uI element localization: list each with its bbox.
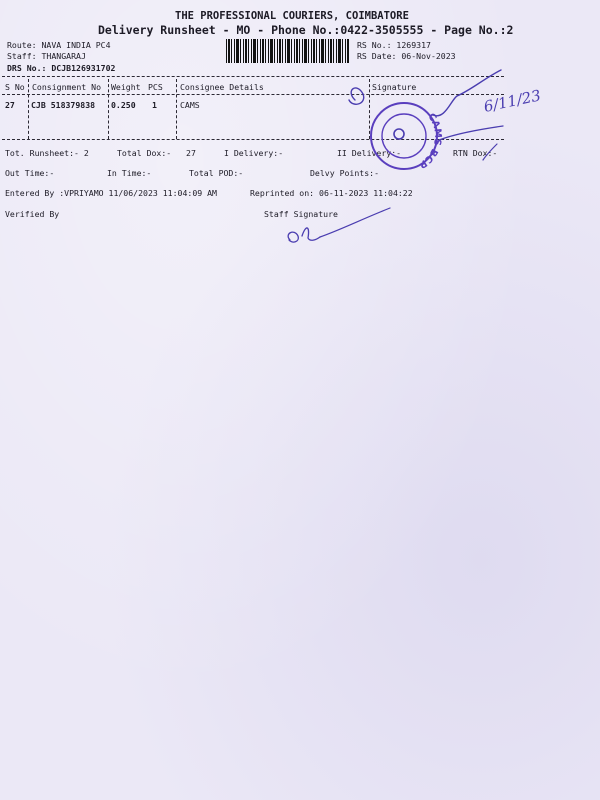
staff-signature-scribble [280,204,395,250]
col-header-sno: S No [5,82,25,92]
barcode [226,39,350,63]
cell-consignee: CAMS [180,100,200,110]
drs-number: DRS No.: DCJB126931702 [7,63,116,73]
i-delivery: I Delivery:- [224,148,284,158]
route-label: Route: NAVA INDIA PC4 [7,40,111,50]
cell-sno: 27 [5,100,15,110]
handwritten-signature [335,60,545,170]
delvy-points: Delvy Points:- [310,168,380,178]
col-header-signature: Signature [372,82,417,92]
cell-consignment: CJB 518379838 [31,100,96,110]
rs-number: RS No.: 1269317 [357,40,431,50]
col-divider [108,79,109,139]
total-pod: Total POD:- [189,168,244,178]
verified-by: Verified By [5,209,60,219]
handwritten-date: 6/11/23 [482,86,543,116]
cell-weight: 0.250 [111,100,136,110]
col-header-consignment: Consignment No [32,82,102,92]
col-header-weight: Weight [111,82,141,92]
staff-signature-label: Staff Signature [264,209,338,219]
stamp-text: CAMS BCP [416,111,444,171]
out-time: Out Time:- [5,168,55,178]
staff-label: Staff: THANGARAJ [7,51,86,61]
reprinted-on: Reprinted on: 06-11-2023 11:04:22 [250,188,413,198]
tot-runsheet: Tot. Runsheet:- 2 [5,148,89,158]
in-time: In Time:- [107,168,152,178]
cell-pcs: 1 [152,100,157,110]
rs-date: RS Date: 06-Nov-2023 [357,51,456,61]
total-dox: Total Dox:- 27 [117,148,196,158]
col-divider [176,79,177,139]
col-header-pcs: PCS [148,82,163,92]
col-divider [28,79,29,139]
runsheet-title: Delivery Runsheet - MO - Phone No.:0422-3505555 - Page No.:2 [98,23,514,37]
ii-delivery: II Delivery:- [337,148,402,158]
col-header-consignee: Consignee Details [180,82,264,92]
company-title: THE PROFESSIONAL COURIERS, COIMBATORE [175,10,409,22]
entered-by: Entered By :VPRIYAMO 11/06/2023 11:04:09 AM [5,188,217,198]
rtn-dox: RTN Dox:- [453,148,498,158]
